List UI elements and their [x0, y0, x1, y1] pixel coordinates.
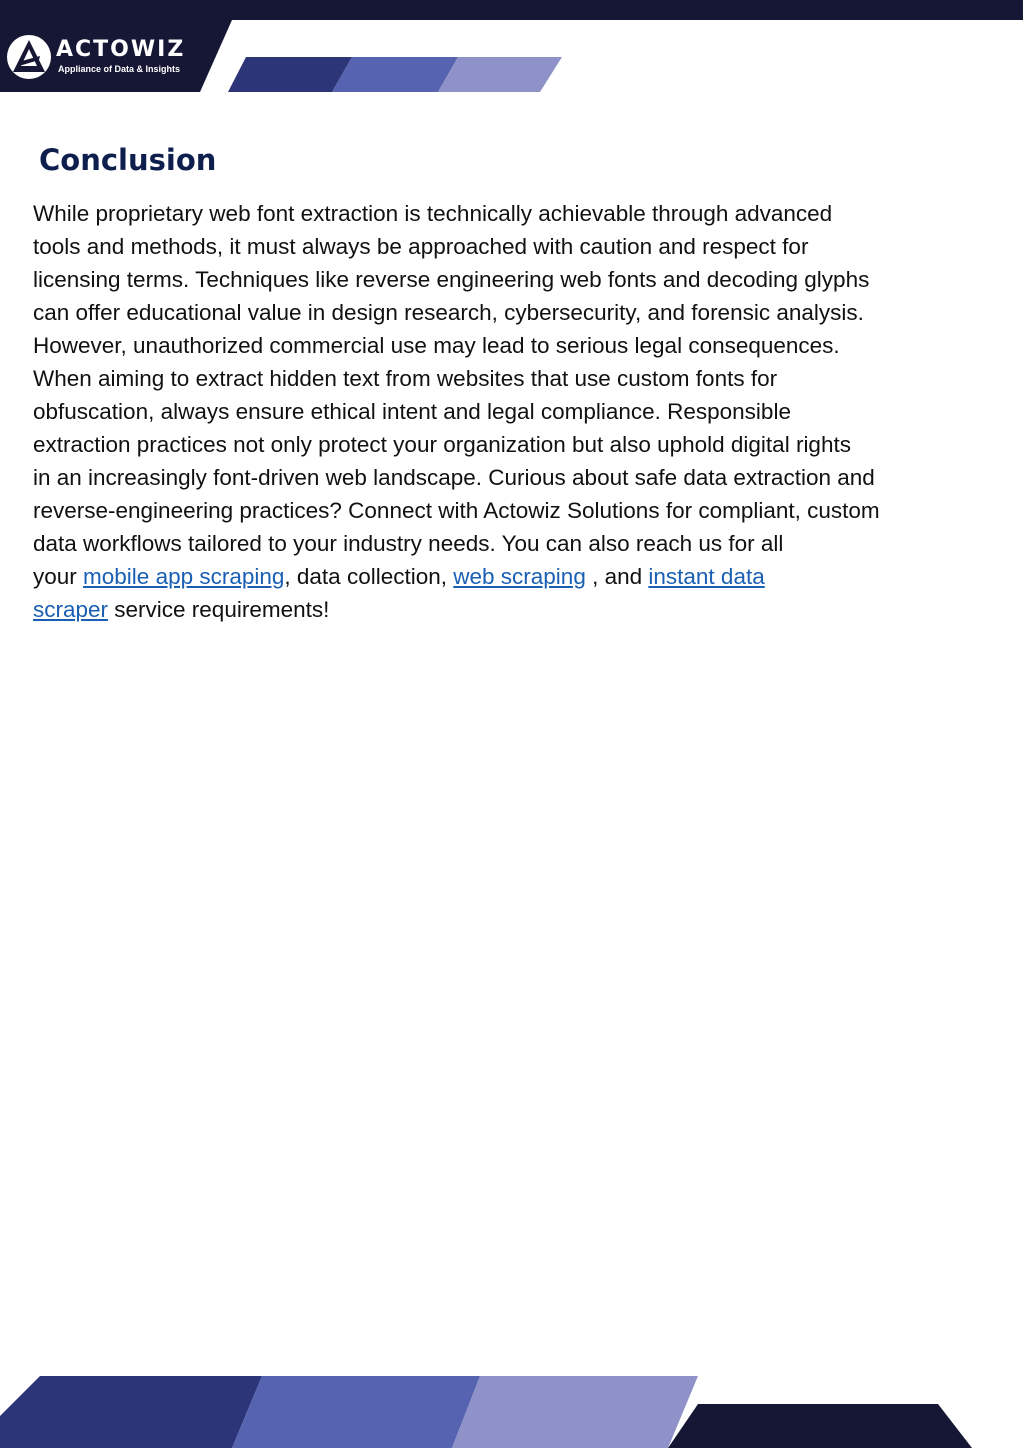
footer-stripe-navy [668, 1404, 972, 1448]
paragraph-line: When aiming to extract hidden text from websites that use custom fonts for [33, 366, 778, 391]
paragraph-line: data workflows tailored to your industry needs. You can also reach us for all [33, 531, 784, 556]
footer-banner-shapes [0, 1376, 1023, 1448]
brand-tagline: Appliance of Data & Insights [58, 64, 181, 74]
links-prefix: your [33, 564, 84, 589]
conclusion-paragraph [33, 197, 993, 626]
paragraph-line: However, unauthorized commercial use may lead to serious legal consequences. [33, 333, 840, 358]
paragraph-line-last [33, 593, 993, 626]
paragraph-line: can offer educational value in design research, cybersecurity, and forensic analysis. [33, 300, 864, 325]
footer-stripe-mid [232, 1376, 480, 1448]
footer-banner [0, 1376, 1023, 1448]
paragraph-line: obfuscation, always ensure ethical intent and legal compliance. Responsible [33, 399, 791, 424]
section-heading: Conclusion [39, 143, 217, 177]
header-banner [0, 0, 1023, 92]
mobile-app-scraping-link[interactable]: mobile app scraping [83, 564, 285, 589]
paragraph-line: tools and methods, it must always be approached with caution and respect for [33, 234, 809, 259]
footer-stripe-light [452, 1376, 698, 1448]
paragraph-line: While proprietary web font extraction is technically achievable through advanced [33, 201, 833, 226]
header-stripe-dark [228, 57, 352, 92]
links-separator: , and [585, 564, 649, 589]
brand-name: ACTOWIZ [56, 37, 186, 62]
instant-data-scraper-link-continued[interactable]: scraper [33, 597, 109, 622]
web-scraping-link[interactable]: web scraping [453, 564, 586, 589]
paragraph-line-links [33, 560, 993, 593]
footer-stripe-dark [0, 1376, 262, 1448]
instant-data-scraper-link[interactable]: instant data [648, 564, 765, 589]
links-separator: , data collection, [284, 564, 454, 589]
header-strip [0, 0, 1023, 20]
paragraph-line: extraction practices not only protect your organization but also uphold digital rights [33, 432, 851, 457]
paragraph-line: in an increasingly font-driven web landscape. Curious about safe data extraction and [33, 465, 875, 490]
paragraph-line: licensing terms. Techniques like reverse engineering web fonts and decoding glyphs [33, 267, 870, 292]
header-stripe-mid [332, 57, 458, 92]
actowiz-logo-icon [6, 34, 52, 80]
header-stripe-light [438, 57, 562, 92]
paragraph-line: reverse-engineering practices? Connect with Actowiz Solutions for compliant, custom [33, 498, 880, 523]
closing-text: service requirements! [108, 597, 330, 622]
